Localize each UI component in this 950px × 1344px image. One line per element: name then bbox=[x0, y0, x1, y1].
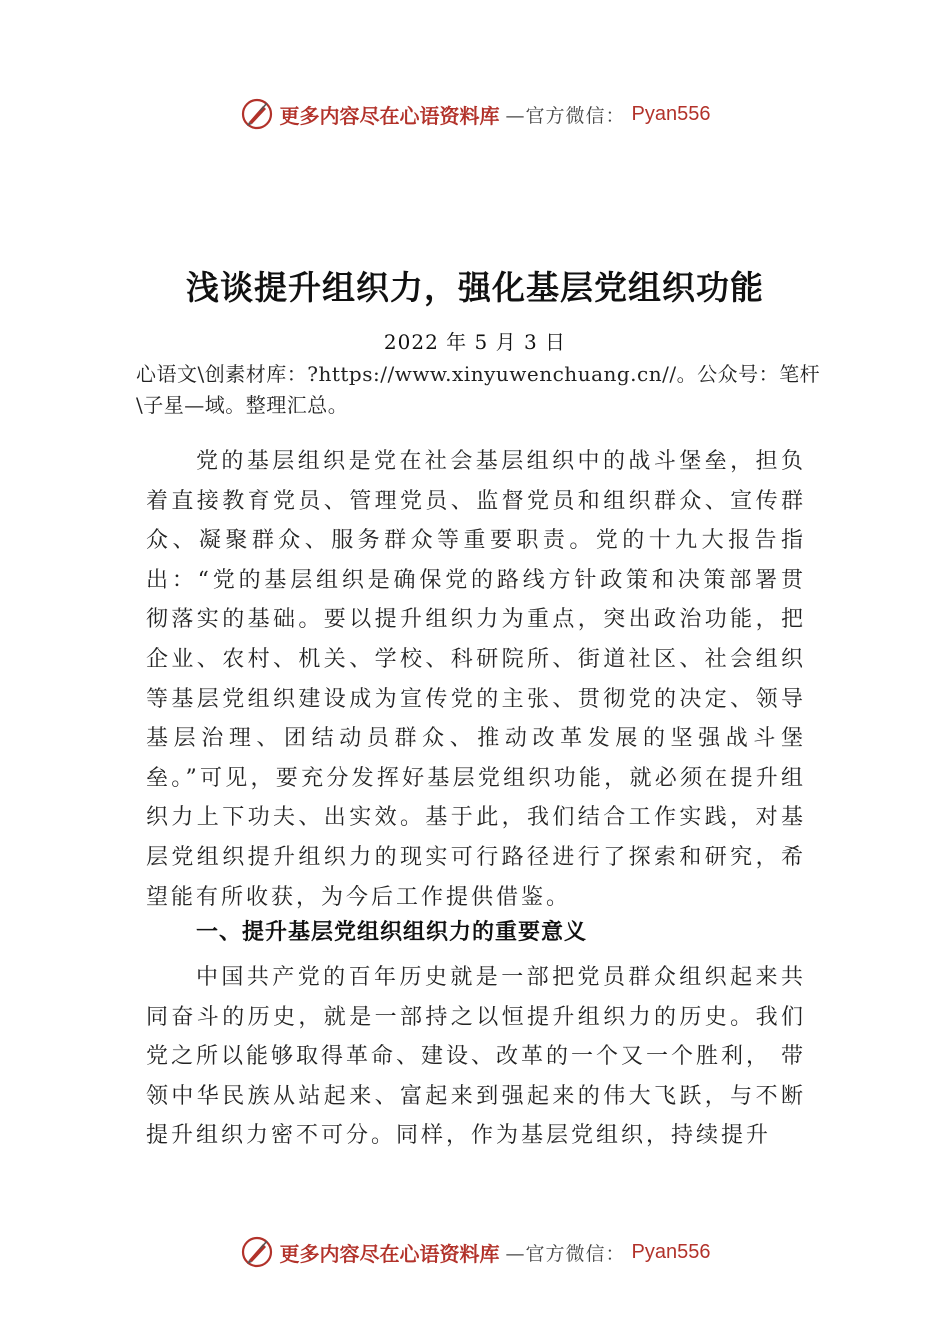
banner-brand: 更多内容尽在心语资料库 bbox=[279, 103, 500, 128]
document-date: 2022 年 5 月 3 日 bbox=[383, 330, 567, 354]
banner-brand: 更多内容尽在心语资料库 bbox=[279, 1241, 500, 1266]
document-source: 心语文\创素材库：?https://www.xinyuwenchuang.cn//。公众号：笔杆\子星—域。整理汇总。 bbox=[136, 362, 821, 417]
banner-wechat-id: Pyan556 bbox=[631, 102, 711, 125]
banner-wechat-id: Pyan556 bbox=[631, 1240, 711, 1263]
footer-banner bbox=[0, 1232, 950, 1272]
section-heading: 一、提升基层党组织组织力的重要意义 bbox=[196, 920, 588, 945]
quill-pen-logo-icon bbox=[240, 1235, 274, 1269]
banner-separator: —官方微信： bbox=[505, 1242, 626, 1265]
paragraph-section-1: 中国共产党的百年历史就是一部把党员群众组织起来共同奋斗的历史，就是一部持之以恒提升组织力的历史。我们党之所以能够取得革命、建设、改革的一个又一个胜利， 带领中华民族从站起来、富起来到强起来的伟大飞跃，与不断提升组织力密不可分。同样，作为基层党组织，持续提升 bbox=[146, 965, 806, 1149]
banner-separator: —官方微信： bbox=[505, 104, 626, 127]
paragraph-intro: 党的基层组织是党在社会基层组织中的战斗堡垒，担负着直接教育党员、管理党员、监督党员和组织群众、宣传群众、凝聚群众、服务群众等重要职责。党的十九大报告指出：“党的基层组织是确保党的路线方针政策和决策部署贯彻落实的基础。要以提升组织力为重点，突出政治功能，把企业、农村、机关、学校、科研院所、街道社区、社会组织等基层党组织建设成为宣传党的主张、贯彻党的决定、领导基层治理、团结动员群众、推动改革发展的坚强战斗堡垒。”可见，要充分发挥好基层党组织功能，就必须在提升组织力上下功夫、出实效。基于此，我们结合工作实践，对基层党组织提升组织力的现实可行路径进行了探索和研究，希望能有所收获，为今后工作提供借鉴。 bbox=[146, 449, 806, 910]
header-banner bbox=[0, 94, 950, 134]
document-title: 浅谈提升组织力，强化基层党组织功能 bbox=[186, 268, 764, 307]
quill-pen-logo-icon bbox=[240, 97, 274, 131]
